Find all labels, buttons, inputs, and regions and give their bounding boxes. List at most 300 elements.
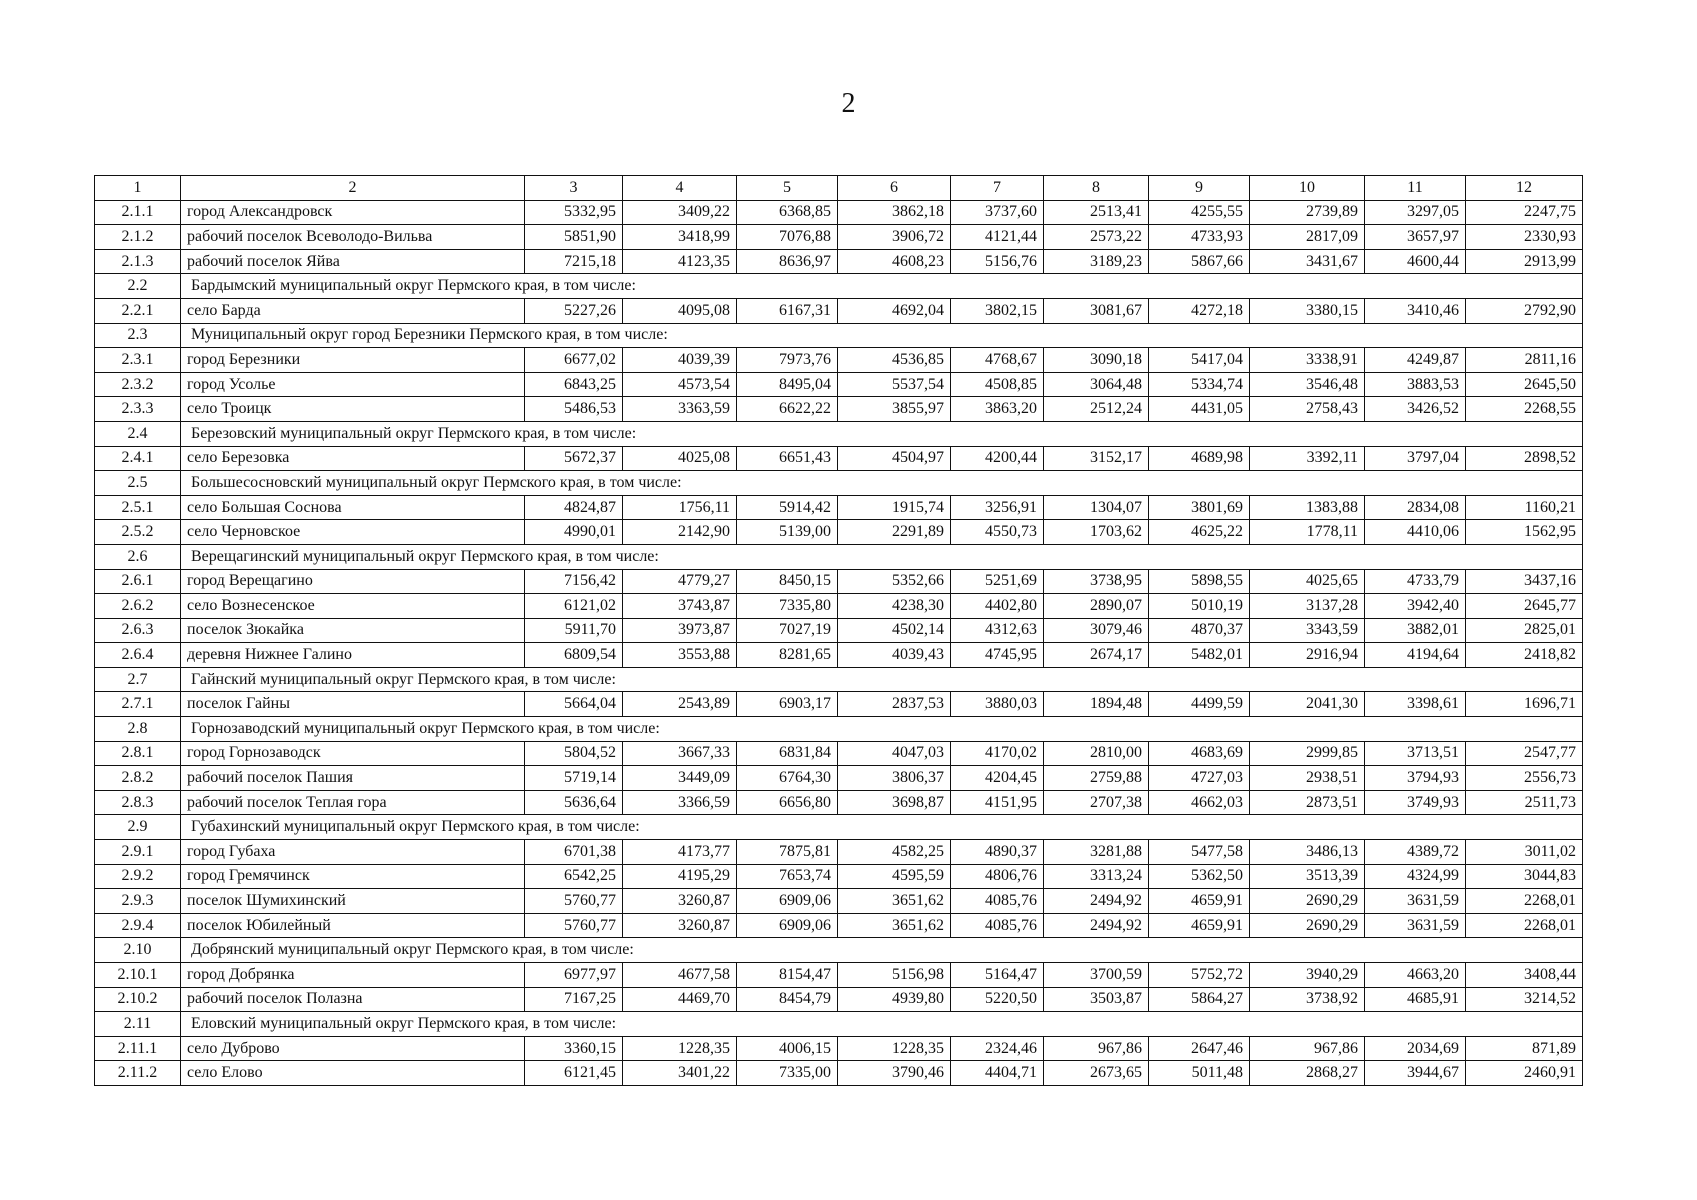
value-cell: 3631,59 xyxy=(1365,913,1466,938)
row-code: 2.7 xyxy=(95,667,181,692)
value-cell: 5332,95 xyxy=(525,200,623,225)
settlement-name: рабочий поселок Яйва xyxy=(181,249,525,274)
value-cell: 3883,53 xyxy=(1365,372,1466,397)
value-cell: 2792,90 xyxy=(1466,298,1583,323)
value-cell: 6542,25 xyxy=(525,864,623,889)
value-cell: 3366,59 xyxy=(623,790,737,815)
value-cell: 5672,37 xyxy=(525,446,623,471)
value-cell: 2494,92 xyxy=(1044,913,1149,938)
value-cell: 2707,38 xyxy=(1044,790,1149,815)
value-cell: 6167,31 xyxy=(737,298,838,323)
value-cell: 1703,62 xyxy=(1044,520,1149,545)
value-cell: 6121,02 xyxy=(525,594,623,619)
section-row xyxy=(95,471,1583,496)
value-cell: 4727,03 xyxy=(1149,766,1250,791)
header-cell: 1 xyxy=(95,176,181,201)
settlement-name: село Троицк xyxy=(181,397,525,422)
value-cell: 2041,30 xyxy=(1250,692,1365,717)
value-cell: 3855,97 xyxy=(838,397,951,422)
value-cell: 6909,06 xyxy=(737,889,838,914)
value-cell: 5156,76 xyxy=(951,249,1044,274)
value-cell: 3343,59 xyxy=(1250,618,1365,643)
value-cell: 3398,61 xyxy=(1365,692,1466,717)
value-cell: 4499,59 xyxy=(1149,692,1250,717)
row-code: 2.11.1 xyxy=(95,1036,181,1061)
value-cell: 5760,77 xyxy=(525,913,623,938)
value-cell: 8154,47 xyxy=(737,963,838,988)
value-cell: 2494,92 xyxy=(1044,889,1149,914)
value-cell: 3260,87 xyxy=(623,889,737,914)
value-cell: 1756,11 xyxy=(623,495,737,520)
settlement-name: село Березовка xyxy=(181,446,525,471)
table-row xyxy=(95,200,1583,225)
settlement-name: город Губаха xyxy=(181,840,525,865)
table-row xyxy=(95,446,1583,471)
value-cell: 7653,74 xyxy=(737,864,838,889)
value-cell: 3790,46 xyxy=(838,1061,951,1086)
value-cell: 2418,82 xyxy=(1466,643,1583,668)
value-cell: 3738,95 xyxy=(1044,569,1149,594)
value-cell: 5898,55 xyxy=(1149,569,1250,594)
settlement-name: город Гремячинск xyxy=(181,864,525,889)
value-cell: 2825,01 xyxy=(1466,618,1583,643)
value-cell: 6977,97 xyxy=(525,963,623,988)
value-cell: 4600,44 xyxy=(1365,249,1466,274)
settlement-name: поселок Шумихинский xyxy=(181,889,525,914)
value-cell: 4659,91 xyxy=(1149,889,1250,914)
table-row xyxy=(95,1036,1583,1061)
value-cell: 5760,77 xyxy=(525,889,623,914)
value-cell: 2758,43 xyxy=(1250,397,1365,422)
value-cell: 3380,15 xyxy=(1250,298,1365,323)
settlement-name: город Добрянка xyxy=(181,963,525,988)
value-cell: 4745,95 xyxy=(951,643,1044,668)
value-cell: 3409,22 xyxy=(623,200,737,225)
row-code: 2.9.2 xyxy=(95,864,181,889)
header-cell: 6 xyxy=(838,176,951,201)
value-cell: 871,89 xyxy=(1466,1036,1583,1061)
value-cell: 3906,72 xyxy=(838,225,951,250)
value-cell: 7335,00 xyxy=(737,1061,838,1086)
value-cell: 4170,02 xyxy=(951,741,1044,766)
value-cell: 7875,81 xyxy=(737,840,838,865)
value-cell: 4663,20 xyxy=(1365,963,1466,988)
header-cell: 7 xyxy=(951,176,1044,201)
value-cell: 3503,87 xyxy=(1044,987,1149,1012)
value-cell: 4324,99 xyxy=(1365,864,1466,889)
value-cell: 3152,17 xyxy=(1044,446,1149,471)
value-cell: 2513,41 xyxy=(1044,200,1149,225)
row-code: 2.11 xyxy=(95,1012,181,1037)
value-cell: 5752,72 xyxy=(1149,963,1250,988)
value-cell: 3081,67 xyxy=(1044,298,1149,323)
value-cell: 2817,09 xyxy=(1250,225,1365,250)
value-cell: 3944,67 xyxy=(1365,1061,1466,1086)
table-row xyxy=(95,397,1583,422)
section-row xyxy=(95,1012,1583,1037)
table-row xyxy=(95,766,1583,791)
value-cell: 3449,09 xyxy=(623,766,737,791)
value-cell: 4550,73 xyxy=(951,520,1044,545)
value-cell: 2647,46 xyxy=(1149,1036,1250,1061)
value-cell: 3401,22 xyxy=(623,1061,737,1086)
section-row xyxy=(95,274,1583,299)
value-cell: 4677,58 xyxy=(623,963,737,988)
value-cell: 4272,18 xyxy=(1149,298,1250,323)
table-row xyxy=(95,864,1583,889)
value-cell: 3338,91 xyxy=(1250,348,1365,373)
value-cell: 2916,94 xyxy=(1250,643,1365,668)
value-cell: 967,86 xyxy=(1250,1036,1365,1061)
value-cell: 4733,93 xyxy=(1149,225,1250,250)
row-code: 2.5.2 xyxy=(95,520,181,545)
value-cell: 2268,01 xyxy=(1466,889,1583,914)
row-code: 2.4.1 xyxy=(95,446,181,471)
value-cell: 4806,76 xyxy=(951,864,1044,889)
value-cell: 2330,93 xyxy=(1466,225,1583,250)
row-code: 2.5 xyxy=(95,471,181,496)
value-cell: 5139,00 xyxy=(737,520,838,545)
value-cell: 5851,90 xyxy=(525,225,623,250)
value-cell: 3973,87 xyxy=(623,618,737,643)
settlement-name: село Барда xyxy=(181,298,525,323)
value-cell: 3880,03 xyxy=(951,692,1044,717)
value-cell: 4194,64 xyxy=(1365,643,1466,668)
value-cell: 2690,29 xyxy=(1250,913,1365,938)
value-cell: 2999,85 xyxy=(1250,741,1365,766)
value-cell: 4085,76 xyxy=(951,889,1044,914)
value-cell: 3426,52 xyxy=(1365,397,1466,422)
value-cell: 1894,48 xyxy=(1044,692,1149,717)
value-cell: 2556,73 xyxy=(1466,766,1583,791)
table-row xyxy=(95,298,1583,323)
section-title: Губахинский муниципальный округ Пермского края, в том числе: xyxy=(181,815,1583,840)
value-cell: 7156,42 xyxy=(525,569,623,594)
value-cell: 3738,92 xyxy=(1250,987,1365,1012)
row-code: 2.9.3 xyxy=(95,889,181,914)
row-code: 2.10.1 xyxy=(95,963,181,988)
value-cell: 5251,69 xyxy=(951,569,1044,594)
value-cell: 2573,22 xyxy=(1044,225,1149,250)
settlement-name: рабочий поселок Пашия xyxy=(181,766,525,791)
value-cell: 6831,84 xyxy=(737,741,838,766)
value-cell: 3486,13 xyxy=(1250,840,1365,865)
value-cell: 6843,25 xyxy=(525,372,623,397)
value-cell: 3749,93 xyxy=(1365,790,1466,815)
section-title: Березовский муниципальный округ Пермского края, в том числе: xyxy=(181,421,1583,446)
value-cell: 1228,35 xyxy=(838,1036,951,1061)
row-code: 2.6 xyxy=(95,544,181,569)
value-cell: 4685,91 xyxy=(1365,987,1466,1012)
value-cell: 3079,46 xyxy=(1044,618,1149,643)
value-cell: 5156,98 xyxy=(838,963,951,988)
value-cell: 2324,46 xyxy=(951,1036,1044,1061)
value-cell: 3631,59 xyxy=(1365,889,1466,914)
value-cell: 4870,37 xyxy=(1149,618,1250,643)
settlement-name: город Александровск xyxy=(181,200,525,225)
header-cell: 10 xyxy=(1250,176,1365,201)
table-row xyxy=(95,741,1583,766)
row-code: 2.1.1 xyxy=(95,200,181,225)
header-cell: 12 xyxy=(1466,176,1583,201)
settlement-name: село Дуброво xyxy=(181,1036,525,1061)
value-cell: 4431,05 xyxy=(1149,397,1250,422)
value-cell: 3137,28 xyxy=(1250,594,1365,619)
table-row xyxy=(95,643,1583,668)
value-cell: 3802,15 xyxy=(951,298,1044,323)
value-cell: 5867,66 xyxy=(1149,249,1250,274)
value-cell: 4085,76 xyxy=(951,913,1044,938)
value-cell: 4990,01 xyxy=(525,520,623,545)
value-cell: 4121,44 xyxy=(951,225,1044,250)
table-row xyxy=(95,840,1583,865)
value-cell: 3737,60 xyxy=(951,200,1044,225)
row-code: 2.2 xyxy=(95,274,181,299)
value-cell: 1915,74 xyxy=(838,495,951,520)
value-cell: 2512,24 xyxy=(1044,397,1149,422)
value-cell: 4508,85 xyxy=(951,372,1044,397)
row-code: 2.8.1 xyxy=(95,741,181,766)
header-cell: 3 xyxy=(525,176,623,201)
section-title: Еловский муниципальный округ Пермского края, в том числе: xyxy=(181,1012,1583,1037)
row-code: 2.10.2 xyxy=(95,987,181,1012)
value-cell: 3657,97 xyxy=(1365,225,1466,250)
value-cell: 3743,87 xyxy=(623,594,737,619)
value-cell: 2247,75 xyxy=(1466,200,1583,225)
value-cell: 2645,77 xyxy=(1466,594,1583,619)
value-cell: 5010,19 xyxy=(1149,594,1250,619)
value-cell: 5664,04 xyxy=(525,692,623,717)
value-cell: 6677,02 xyxy=(525,348,623,373)
value-cell: 5486,53 xyxy=(525,397,623,422)
value-cell: 3862,18 xyxy=(838,200,951,225)
value-cell: 3214,52 xyxy=(1466,987,1583,1012)
section-title: Гайнский муниципальный округ Пермского края, в том числе: xyxy=(181,667,1583,692)
value-cell: 5362,50 xyxy=(1149,864,1250,889)
value-cell: 6909,06 xyxy=(737,913,838,938)
value-cell: 6368,85 xyxy=(737,200,838,225)
row-code: 2.9.4 xyxy=(95,913,181,938)
row-code: 2.6.3 xyxy=(95,618,181,643)
value-cell: 3553,88 xyxy=(623,643,737,668)
value-cell: 2645,50 xyxy=(1466,372,1583,397)
row-code: 2.3.1 xyxy=(95,348,181,373)
value-cell: 7167,25 xyxy=(525,987,623,1012)
value-cell: 4039,39 xyxy=(623,348,737,373)
value-cell: 2898,52 xyxy=(1466,446,1583,471)
value-cell: 2938,51 xyxy=(1250,766,1365,791)
value-cell: 5914,42 xyxy=(737,495,838,520)
value-cell: 6809,54 xyxy=(525,643,623,668)
value-cell: 4573,54 xyxy=(623,372,737,397)
section-title: Горнозаводский муниципальный округ Пермского края, в том числе: xyxy=(181,717,1583,742)
value-cell: 5804,52 xyxy=(525,741,623,766)
value-cell: 4404,71 xyxy=(951,1061,1044,1086)
value-cell: 3806,37 xyxy=(838,766,951,791)
value-cell: 4824,87 xyxy=(525,495,623,520)
value-cell: 4312,63 xyxy=(951,618,1044,643)
value-cell: 2547,77 xyxy=(1466,741,1583,766)
value-cell: 4625,22 xyxy=(1149,520,1250,545)
value-cell: 3064,48 xyxy=(1044,372,1149,397)
row-code: 2.1.2 xyxy=(95,225,181,250)
value-cell: 1383,88 xyxy=(1250,495,1365,520)
value-cell: 3651,62 xyxy=(838,889,951,914)
value-cell: 5864,27 xyxy=(1149,987,1250,1012)
header-cell: 5 xyxy=(737,176,838,201)
settlement-name: город Горнозаводск xyxy=(181,741,525,766)
value-cell: 2543,89 xyxy=(623,692,737,717)
row-code: 2.8.2 xyxy=(95,766,181,791)
value-cell: 6622,22 xyxy=(737,397,838,422)
value-cell: 8636,97 xyxy=(737,249,838,274)
value-cell: 2913,99 xyxy=(1466,249,1583,274)
value-cell: 5227,26 xyxy=(525,298,623,323)
row-code: 2.8.3 xyxy=(95,790,181,815)
table-row xyxy=(95,348,1583,373)
row-code: 2.8 xyxy=(95,717,181,742)
value-cell: 5220,50 xyxy=(951,987,1044,1012)
row-code: 2.3.3 xyxy=(95,397,181,422)
value-cell: 4536,85 xyxy=(838,348,951,373)
table-row xyxy=(95,963,1583,988)
value-cell: 4890,37 xyxy=(951,840,1044,865)
settlement-name: рабочий поселок Полазна xyxy=(181,987,525,1012)
value-cell: 8450,15 xyxy=(737,569,838,594)
settlement-name: поселок Зюкайка xyxy=(181,618,525,643)
row-code: 2.2.1 xyxy=(95,298,181,323)
value-cell: 2674,17 xyxy=(1044,643,1149,668)
value-cell: 1778,11 xyxy=(1250,520,1365,545)
value-cell: 3546,48 xyxy=(1250,372,1365,397)
value-cell: 2511,73 xyxy=(1466,790,1583,815)
value-cell: 3863,20 xyxy=(951,397,1044,422)
value-cell: 5334,74 xyxy=(1149,372,1250,397)
section-row xyxy=(95,938,1583,963)
table-row xyxy=(95,594,1583,619)
value-cell: 2811,16 xyxy=(1466,348,1583,373)
table-row xyxy=(95,692,1583,717)
value-cell: 3513,39 xyxy=(1250,864,1365,889)
section-row xyxy=(95,421,1583,446)
value-cell: 3882,01 xyxy=(1365,618,1466,643)
value-cell: 2739,89 xyxy=(1250,200,1365,225)
value-cell: 6764,30 xyxy=(737,766,838,791)
value-cell: 4733,79 xyxy=(1365,569,1466,594)
value-cell: 3794,93 xyxy=(1365,766,1466,791)
value-cell: 3651,62 xyxy=(838,913,951,938)
value-cell: 3942,40 xyxy=(1365,594,1466,619)
value-cell: 3698,87 xyxy=(838,790,951,815)
value-cell: 1562,95 xyxy=(1466,520,1583,545)
value-cell: 8454,79 xyxy=(737,987,838,1012)
value-cell: 6903,17 xyxy=(737,692,838,717)
value-cell: 4204,45 xyxy=(951,766,1044,791)
value-cell: 5911,70 xyxy=(525,618,623,643)
value-cell: 3011,02 xyxy=(1466,840,1583,865)
value-cell: 2291,89 xyxy=(838,520,951,545)
settlement-name: рабочий поселок Всеволодо-Вильва xyxy=(181,225,525,250)
value-cell: 3797,04 xyxy=(1365,446,1466,471)
value-cell: 2268,55 xyxy=(1466,397,1583,422)
value-cell: 3044,83 xyxy=(1466,864,1583,889)
value-cell: 1696,71 xyxy=(1466,692,1583,717)
value-cell: 1228,35 xyxy=(623,1036,737,1061)
settlement-name: село Вознесенское xyxy=(181,594,525,619)
value-cell: 4689,98 xyxy=(1149,446,1250,471)
settlement-name: город Усолье xyxy=(181,372,525,397)
value-cell: 4692,04 xyxy=(838,298,951,323)
value-cell: 5636,64 xyxy=(525,790,623,815)
value-cell: 2268,01 xyxy=(1466,913,1583,938)
value-cell: 2873,51 xyxy=(1250,790,1365,815)
value-cell: 7215,18 xyxy=(525,249,623,274)
value-cell: 4173,77 xyxy=(623,840,737,865)
value-cell: 4683,69 xyxy=(1149,741,1250,766)
settlement-name: село Большая Соснова xyxy=(181,495,525,520)
settlement-name: село Черновское xyxy=(181,520,525,545)
value-cell: 3410,46 xyxy=(1365,298,1466,323)
value-cell: 3090,18 xyxy=(1044,348,1149,373)
value-cell: 4200,44 xyxy=(951,446,1044,471)
settlement-name: город Верещагино xyxy=(181,569,525,594)
value-cell: 1304,07 xyxy=(1044,495,1149,520)
value-cell: 4779,27 xyxy=(623,569,737,594)
value-cell: 6701,38 xyxy=(525,840,623,865)
table-row xyxy=(95,495,1583,520)
row-code: 2.5.1 xyxy=(95,495,181,520)
value-cell: 4504,97 xyxy=(838,446,951,471)
value-cell: 3408,44 xyxy=(1466,963,1583,988)
value-cell: 3363,59 xyxy=(623,397,737,422)
value-cell: 4582,25 xyxy=(838,840,951,865)
table-row xyxy=(95,987,1583,1012)
value-cell: 4195,29 xyxy=(623,864,737,889)
settlement-name: город Березники xyxy=(181,348,525,373)
value-cell: 4595,59 xyxy=(838,864,951,889)
value-cell: 4608,23 xyxy=(838,249,951,274)
settlement-name: поселок Юбилейный xyxy=(181,913,525,938)
table-row xyxy=(95,618,1583,643)
table-row xyxy=(95,569,1583,594)
row-code: 2.1.3 xyxy=(95,249,181,274)
row-code: 2.9 xyxy=(95,815,181,840)
settlement-name: село Елово xyxy=(181,1061,525,1086)
value-cell: 5719,14 xyxy=(525,766,623,791)
value-cell: 5477,58 xyxy=(1149,840,1250,865)
value-cell: 3418,99 xyxy=(623,225,737,250)
value-cell: 3256,91 xyxy=(951,495,1044,520)
table-row xyxy=(95,520,1583,545)
value-cell: 2810,00 xyxy=(1044,741,1149,766)
value-cell: 4047,03 xyxy=(838,741,951,766)
value-cell: 5417,04 xyxy=(1149,348,1250,373)
value-cell: 7076,88 xyxy=(737,225,838,250)
table-row xyxy=(95,913,1583,938)
row-code: 2.9.1 xyxy=(95,840,181,865)
value-cell: 7973,76 xyxy=(737,348,838,373)
value-cell: 2460,91 xyxy=(1466,1061,1583,1086)
value-cell: 3313,24 xyxy=(1044,864,1149,889)
section-title: Большесосновский муниципальный округ Пермского края, в том числе: xyxy=(181,471,1583,496)
settlement-name: деревня Нижнее Галино xyxy=(181,643,525,668)
value-cell: 5164,47 xyxy=(951,963,1044,988)
value-cell: 3281,88 xyxy=(1044,840,1149,865)
row-code: 2.4 xyxy=(95,421,181,446)
table-row xyxy=(95,790,1583,815)
value-cell: 3392,11 xyxy=(1250,446,1365,471)
value-cell: 3360,15 xyxy=(525,1036,623,1061)
